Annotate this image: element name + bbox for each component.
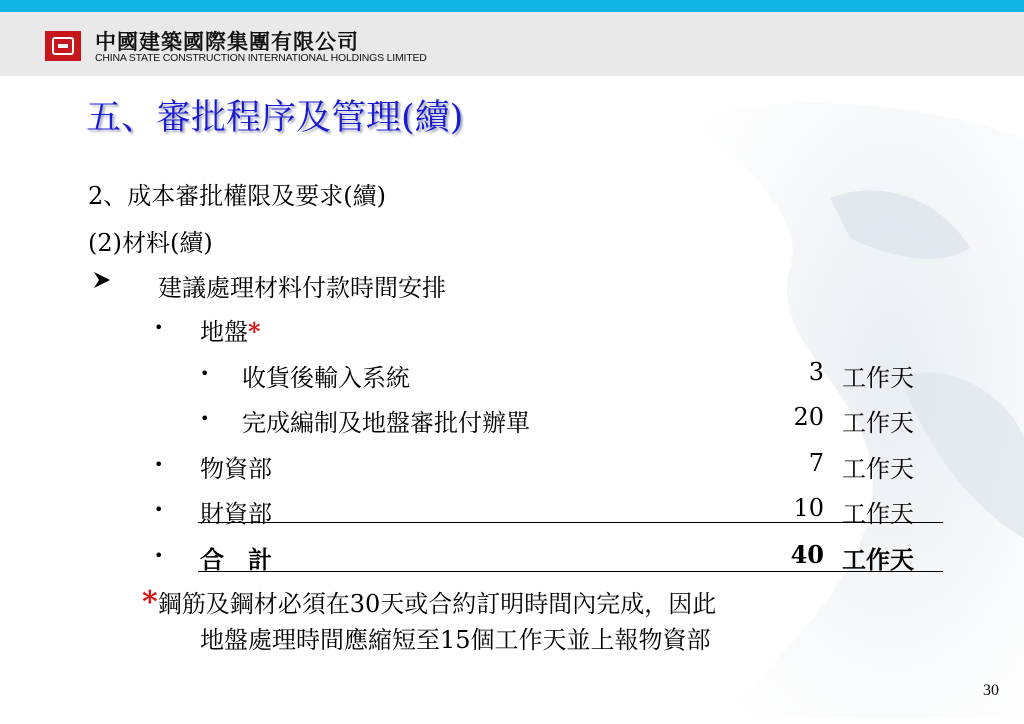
list-item-unit: 工作天 xyxy=(842,455,914,483)
footnote-text-1: 鋼筋及鋼材必須在30天或合約訂明時間內完成，因此 xyxy=(157,590,717,618)
list-item-label: 收貨後輸入系統 xyxy=(242,364,410,392)
bullet-dot-icon: • xyxy=(154,500,164,519)
bullet-dot-icon: • xyxy=(200,409,210,428)
company-name-chinese: 中國建築國際集團有限公司 xyxy=(95,30,359,54)
total-underline xyxy=(198,571,943,572)
section-heading: 2、成本審批權限及要求(續) xyxy=(88,182,386,210)
total-days: 40 xyxy=(790,540,824,569)
arrow-bullet-icon xyxy=(92,270,112,296)
top-accent-strip xyxy=(0,0,1024,12)
logo-mark-icon xyxy=(52,37,74,55)
bullet-dot-icon: • xyxy=(200,364,210,383)
main-bullet-text: 建議處理材料付款時間安排 xyxy=(158,274,446,302)
bullet-dot-icon: • xyxy=(154,318,164,337)
footnote-line-2: 地盤處理時間應縮短至15個工作天並上報物資部 xyxy=(200,626,711,654)
total-label: 合 計 xyxy=(200,545,272,574)
list-item xyxy=(200,312,261,347)
underline-divider xyxy=(198,522,943,523)
bullet-dot-icon: • xyxy=(154,546,164,565)
list-item-label: 物資部 xyxy=(200,455,272,483)
page-number: 30 xyxy=(983,682,999,699)
list-item-days: 20 xyxy=(793,403,824,431)
bullet-dot-icon: • xyxy=(154,455,164,474)
total-unit: 工作天 xyxy=(842,545,914,574)
list-item-label: 財資部 xyxy=(200,500,272,528)
list-item-label: 地盤 xyxy=(200,318,248,346)
list-item-unit: 工作天 xyxy=(842,364,914,392)
footnote-line-1 xyxy=(142,584,716,620)
list-item-days: 7 xyxy=(808,449,824,477)
list-item-days: 3 xyxy=(808,358,824,386)
company-logo xyxy=(45,31,81,61)
list-item-label: 完成編制及地盤審批付辦單 xyxy=(242,409,530,437)
asterisk-mark: * xyxy=(248,317,261,346)
list-item-unit: 工作天 xyxy=(842,409,914,437)
subsection-heading: (2)材料(續) xyxy=(88,229,213,257)
footnote-asterisk: * xyxy=(142,585,158,620)
page-title: 五、審批程序及管理(續) xyxy=(86,98,464,138)
list-item-days: 10 xyxy=(793,494,824,522)
company-name-english: CHINA STATE CONSTRUCTION INTERNATIONAL HOLDINGS LIMITED xyxy=(95,52,427,64)
list-item-unit: 工作天 xyxy=(842,500,914,528)
